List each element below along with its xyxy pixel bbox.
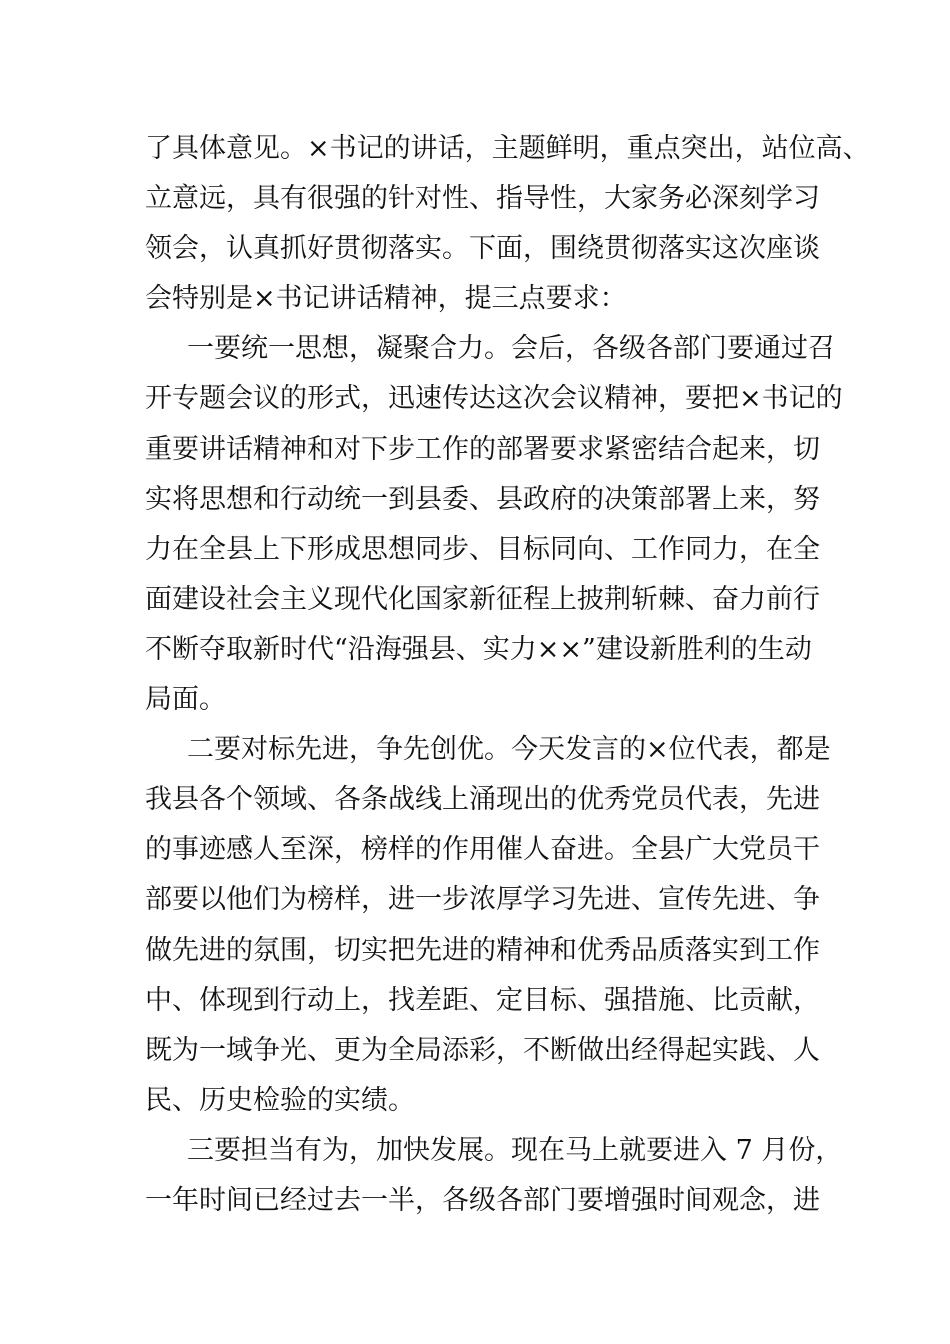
text-line: 局面。	[145, 684, 226, 716]
text-line: 力在全县上下形成思想同步、目标同向、工作同力，在全	[145, 533, 820, 565]
text-line: 会特别是×书记讲话精神，提三点要求：	[145, 283, 627, 315]
paragraph-first-line: 二要对标先进，争先创优。今天发言的×位代表，都是	[187, 734, 831, 766]
text-line: 立意远，具有很强的针对性、指导性，大家务必深刻学习	[145, 183, 820, 215]
text-line: 做先进的氛围，切实把先进的精神和优秀品质落实到工作	[145, 934, 820, 966]
text-line: 我县各个领域、各条战线上涌现出的优秀党员代表，先进	[145, 784, 820, 816]
text-line: 既为一域争光、更为全局添彩，不断做出经得起实践、人	[145, 1034, 820, 1066]
text-line: 重要讲话精神和对下步工作的部署要求紧密结合起来，切	[145, 433, 820, 465]
text-line: 民、历史检验的实绩。	[145, 1084, 415, 1116]
text-line: 中、体现到行动上，找差距、定目标、强措施、比贡献，	[145, 984, 820, 1016]
text-line: 实将思想和行动统一到县委、县政府的决策部署上来，努	[145, 483, 820, 515]
text-line: 一年时间已经过去一半，各级各部门要增强时间观念，进	[145, 1184, 820, 1216]
document-body	[145, 124, 870, 1226]
text-line: 的事迹感人至深，榜样的作用催人奋进。全县广大党员干	[145, 834, 820, 866]
text-line: 了具体意见。×书记的讲话，主题鲜明，重点突出，站位高、	[145, 133, 870, 164]
text-line: 不断夺取新时代“沿海强县、实力××”建设新胜利的生动	[145, 633, 812, 665]
text-line: 部要以他们为榜样，进一步浓厚学习先进、宣传先进、争	[145, 884, 820, 916]
text-line: 开专题会议的形式，迅速传达这次会议精神，要把×书记的	[145, 383, 843, 415]
paragraph-first-line: 一要统一思想，凝聚合力。会后，各级各部门要通过召	[187, 333, 835, 365]
text-line: 面建设社会主义现代化国家新征程上披荆斩棘、奋力前行	[145, 583, 820, 615]
paragraph-first-line: 三要担当有为，加快发展。现在马上就要进入 7 月份，	[187, 1134, 843, 1166]
text-line: 领会，认真抓好贯彻落实。下面，围绕贯彻落实这次座谈	[145, 233, 820, 265]
